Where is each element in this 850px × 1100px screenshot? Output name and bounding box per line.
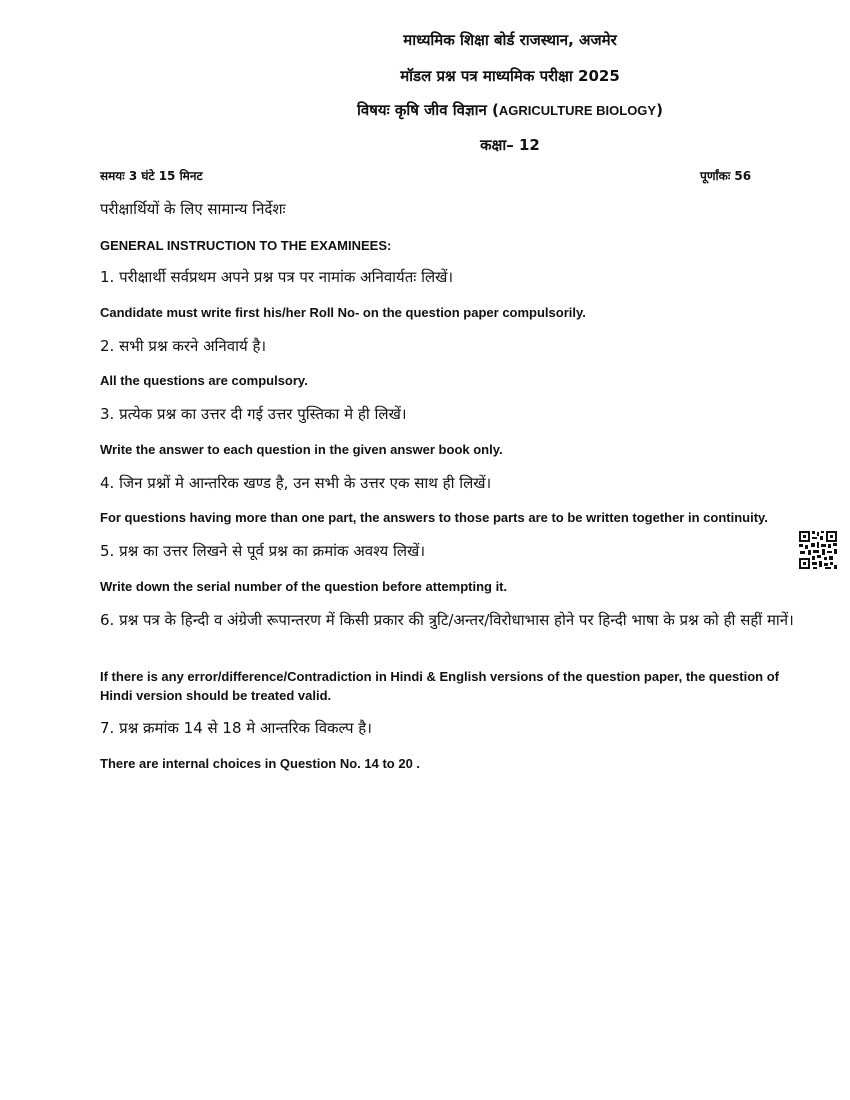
board-title: माध्यमिक शिक्षा बोर्ड राजस्थान, अजमेर bbox=[403, 31, 617, 49]
instruction-1-english: Candidate must write first his/her Roll No- on the question paper compulsorily. bbox=[100, 305, 586, 320]
instruction-7-english: There are internal choices in Question No. 14 to 20 . bbox=[100, 756, 421, 771]
instructions-heading-hindi: परीक्षार्थियों के लिए सामान्य निर्देशः bbox=[100, 200, 286, 218]
subject-hindi: विषयः कृषि जीव विज्ञान ( bbox=[357, 101, 499, 119]
instruction-5-english: Write down the serial number of the question before attempting it. bbox=[100, 579, 508, 594]
subject-title bbox=[160, 100, 850, 120]
max-marks: पूर्णांकः 56 bbox=[700, 169, 752, 183]
instruction-1-hindi: 1. परीक्षार्थी सर्वप्रथम अपने प्रश्न पत्र पर नामांक अनिवार्यतः लिखें। bbox=[100, 268, 454, 286]
instruction-5-hindi: 5. प्रश्न का उत्तर लिखने से पूर्व प्रश्न का क्रमांक अवश्य लिखें। bbox=[100, 542, 426, 560]
subject-english: AGRICULTURE BIOLOGY bbox=[498, 103, 657, 118]
instruction-6-hindi: 6. प्रश्न पत्र के हिन्दी व अंग्रेजी रूपान्तरण में किसी प्रकार की त्रुटि/अन्तर/विरोधाभास होने पर हिन्दी भाषा के प्रश्न को ही सहीं मानें। bbox=[100, 611, 794, 629]
instruction-2-hindi: 2. सभी प्रश्न करने अनिवार्य है। bbox=[100, 337, 267, 355]
time-allowed: समयः 3 घंटे 15 मिनट bbox=[100, 169, 203, 183]
instruction-4-hindi: 4. जिन प्रश्नों मे आन्तरिक खण्ड है, उन सभी के उत्तर एक साथ ही लिखें। bbox=[100, 474, 492, 492]
instruction-3-english: Write the answer to each question in the given answer book only. bbox=[100, 442, 503, 457]
qr-code-icon bbox=[798, 530, 838, 570]
class-label: कक्षा– 12 bbox=[480, 136, 540, 154]
subject-close-paren: ) bbox=[656, 101, 663, 119]
exam-title: मॉडल प्रश्न पत्र माध्यमिक परीक्षा 2025 bbox=[400, 67, 620, 85]
instruction-4-english: For questions having more than one part, the answers to those parts are to be written together in continuity. bbox=[100, 510, 768, 525]
instruction-7-hindi: 7. प्रश्न क्रमांक 14 से 18 मे आन्तरिक विकल्प है। bbox=[100, 719, 372, 737]
instruction-2-english: All the questions are compulsory. bbox=[100, 373, 308, 388]
instruction-6-english: If there is any error/difference/Contradiction in Hindi & English versions of the question paper, the question of Hindi version should be treated valid. bbox=[100, 669, 779, 703]
instructions-heading-english: GENERAL INSTRUCTION TO THE EXAMINEES: bbox=[100, 238, 392, 253]
instruction-3-hindi: 3. प्रत्येक प्रश्न का उत्तर दी गई उत्तर पुस्तिका मे ही लिखें। bbox=[100, 405, 407, 423]
